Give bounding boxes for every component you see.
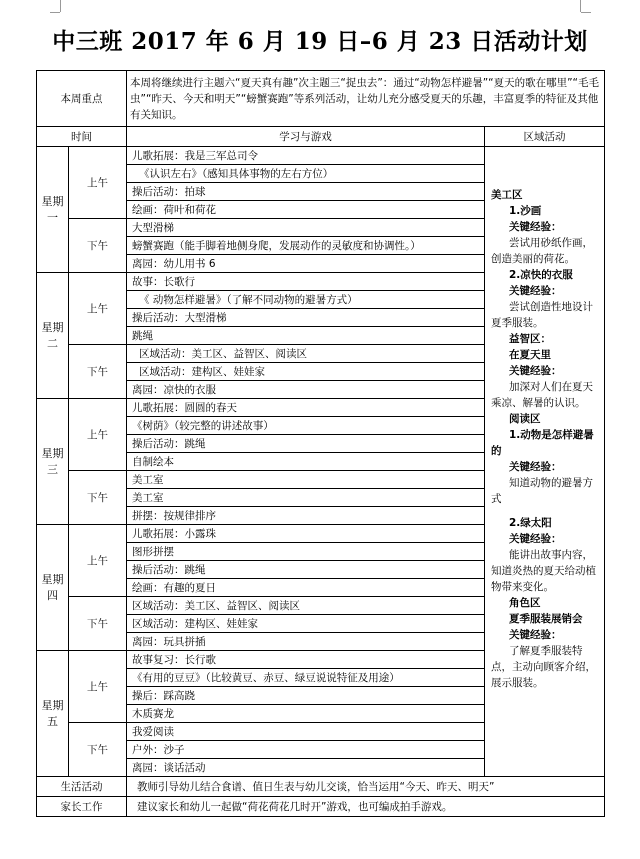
area-yuedu-title: 阅读区: [509, 413, 541, 425]
pm-label: 下午: [69, 471, 127, 525]
activity-cell: 螃蟹赛跑（能手脚着地侧身爬，发展动作的灵敏度和协调性。）: [127, 237, 485, 255]
activity-cell: 《有用的豆豆》（比较黄豆、赤豆、绿豆说说特征及用途）: [127, 669, 485, 687]
am-label: 上午: [69, 651, 127, 723]
activity-cell: 《树荫》（较完整的讲述故事）: [127, 417, 485, 435]
area-item2-title: 2.凉快的衣服: [509, 269, 573, 281]
page-title: 中三班 2017 年 6 月 19 日–6 月 23 日活动计划: [52, 28, 588, 55]
activity-cell: 儿歌拓展：我是三军总司令: [127, 147, 485, 165]
activity-cell: 儿歌拓展：小露珠: [127, 525, 485, 543]
activity-cell: 离园：幼儿用书 6: [127, 255, 485, 273]
area-item2-key: 关键经验：: [509, 285, 562, 297]
area-meigong-title: 美工区: [491, 189, 523, 201]
pm-label: 下午: [69, 345, 127, 399]
area-juese-text: 了解夏季服装特点，主动向顾客介绍，展示服装。: [491, 645, 596, 689]
parent-label: 家长工作: [37, 797, 127, 817]
activity-cell: 自制绘本: [127, 453, 485, 471]
activity-cell: 跳绳: [127, 327, 485, 345]
pm-label: 下午: [69, 597, 127, 651]
learning-header: 学习与游戏: [127, 127, 485, 147]
day-monday: 星期一: [37, 147, 69, 273]
life-label: 生活活动: [37, 777, 127, 797]
activity-cell: 离园：凉快的衣服: [127, 381, 485, 399]
day-tuesday: 星期二: [37, 273, 69, 399]
area-item1-text: 尝试用砂纸作画，创造美丽的荷花。: [491, 237, 593, 265]
activity-cell: 美工室: [127, 471, 485, 489]
area-yizhi-key: 关键经验：: [509, 365, 562, 377]
activity-cell: 操后活动：拍球: [127, 183, 485, 201]
activity-cell: 区域活动：建构区、娃娃家: [127, 363, 485, 381]
crop-mark: [50, 12, 60, 13]
area-item1-title: 1.沙画: [509, 205, 542, 217]
parent-row: [37, 797, 605, 817]
table-row: [37, 147, 605, 165]
activity-cell: 故事：长歌行: [127, 273, 485, 291]
area-activities: [485, 147, 605, 777]
crop-mark: [60, 0, 61, 12]
focus-text: 本周将继续进行主题六“夏天真有趣”次主题三“捉虫去”：通过“动物怎样避暑”“夏天的歌在哪里”“毛毛虫”“昨天、今天和明天”“螃蟹赛跑”等系列活动，让幼儿充分感受夏天的乐趣，丰富夏季的特征及其他有关知识。: [127, 71, 605, 127]
area-juese-key: 关键经验：: [509, 629, 562, 641]
activity-cell: 木质赛龙: [127, 705, 485, 723]
activity-cell: 绘画：有趣的夏日: [127, 579, 485, 597]
day-friday: 星期五: [37, 651, 69, 777]
area-item1-key: 关键经验：: [509, 221, 562, 233]
am-label: 上午: [69, 525, 127, 597]
time-header: 时间: [37, 127, 127, 147]
crop-mark: [580, 0, 581, 12]
focus-label: 本周重点: [37, 71, 127, 127]
area-yizhi-sub: 在夏天里: [509, 349, 551, 361]
parent-text: 建议家长和幼儿一起做“荷花荷花几时开”游戏，也可编成拍手游戏。: [127, 797, 605, 817]
area-yuedu2-text: 能讲出故事内容，知道炎热的夏天给动植物带来变化。: [491, 549, 596, 593]
activity-cell: 操后活动：跳绳: [127, 435, 485, 453]
day-wednesday: 星期三: [37, 399, 69, 525]
am-label: 上午: [69, 399, 127, 471]
day-thursday: 星期四: [37, 525, 69, 651]
activity-cell: 操后活动：大型滑梯: [127, 309, 485, 327]
activity-cell: 拼摆：按规律排序: [127, 507, 485, 525]
pm-label: 下午: [69, 723, 127, 777]
area-yuedu2-title: 2.绿太阳: [509, 517, 552, 529]
crop-mark: [581, 12, 591, 13]
area-yuedu2-key: 关键经验：: [509, 533, 562, 545]
activity-cell: 区域活动：建构区、娃娃家: [127, 615, 485, 633]
pm-label: 下午: [69, 219, 127, 273]
activity-cell: 图形拼摆: [127, 543, 485, 561]
activity-cell: 美工室: [127, 489, 485, 507]
area-yizhi-title: 益智区：: [509, 333, 551, 345]
activity-cell: 区域活动：美工区、益智区、阅读区: [127, 345, 485, 363]
activity-cell: 儿歌拓展：圆圆的春天: [127, 399, 485, 417]
activity-cell: 区域活动：美工区、益智区、阅读区: [127, 597, 485, 615]
area-header: 区域活动: [485, 127, 605, 147]
activity-cell: 离园：谈话活动: [127, 759, 485, 777]
header-row: [37, 127, 605, 147]
activity-cell: 离园：玩具拼插: [127, 633, 485, 651]
activity-cell: 故事复习：长行歌: [127, 651, 485, 669]
activity-cell: 户外：沙子: [127, 741, 485, 759]
activity-plan-table: [36, 70, 605, 817]
activity-cell: 我爱阅读: [127, 723, 485, 741]
area-yuedu1-title: 1.动物是怎样避暑的: [491, 429, 594, 457]
area-yizhi-text: 加深对人们在夏天乘凉、解暑的认识。: [491, 381, 593, 409]
activity-cell: 《认识左右》（感知具体事物的左右方位）: [127, 165, 485, 183]
area-item2-text: 尝试创造性地设计夏季服装。: [491, 301, 593, 329]
activity-cell: 操后：踩高跷: [127, 687, 485, 705]
area-juese-sub: 夏季服装展销会: [509, 613, 583, 625]
activity-cell: 绘画：荷叶和荷花: [127, 201, 485, 219]
am-label: 上午: [69, 147, 127, 219]
activity-cell: 操后活动：跳绳: [127, 561, 485, 579]
am-label: 上午: [69, 273, 127, 345]
focus-row: [37, 71, 605, 127]
area-yuedu1-text: 知道动物的避暑方式: [491, 477, 593, 505]
life-row: [37, 777, 605, 797]
area-yuedu1-key: 关键经验：: [509, 461, 562, 473]
area-juese-title: 角色区: [509, 597, 541, 609]
life-text: 教师引导幼儿结合食谱、值日生表与幼儿交谈，恰当运用“今天、昨天、明天”: [127, 777, 605, 797]
activity-cell: 《 动物怎样避暑》（了解不同动物的避暑方式）: [127, 291, 485, 309]
activity-cell: 大型滑梯: [127, 219, 485, 237]
